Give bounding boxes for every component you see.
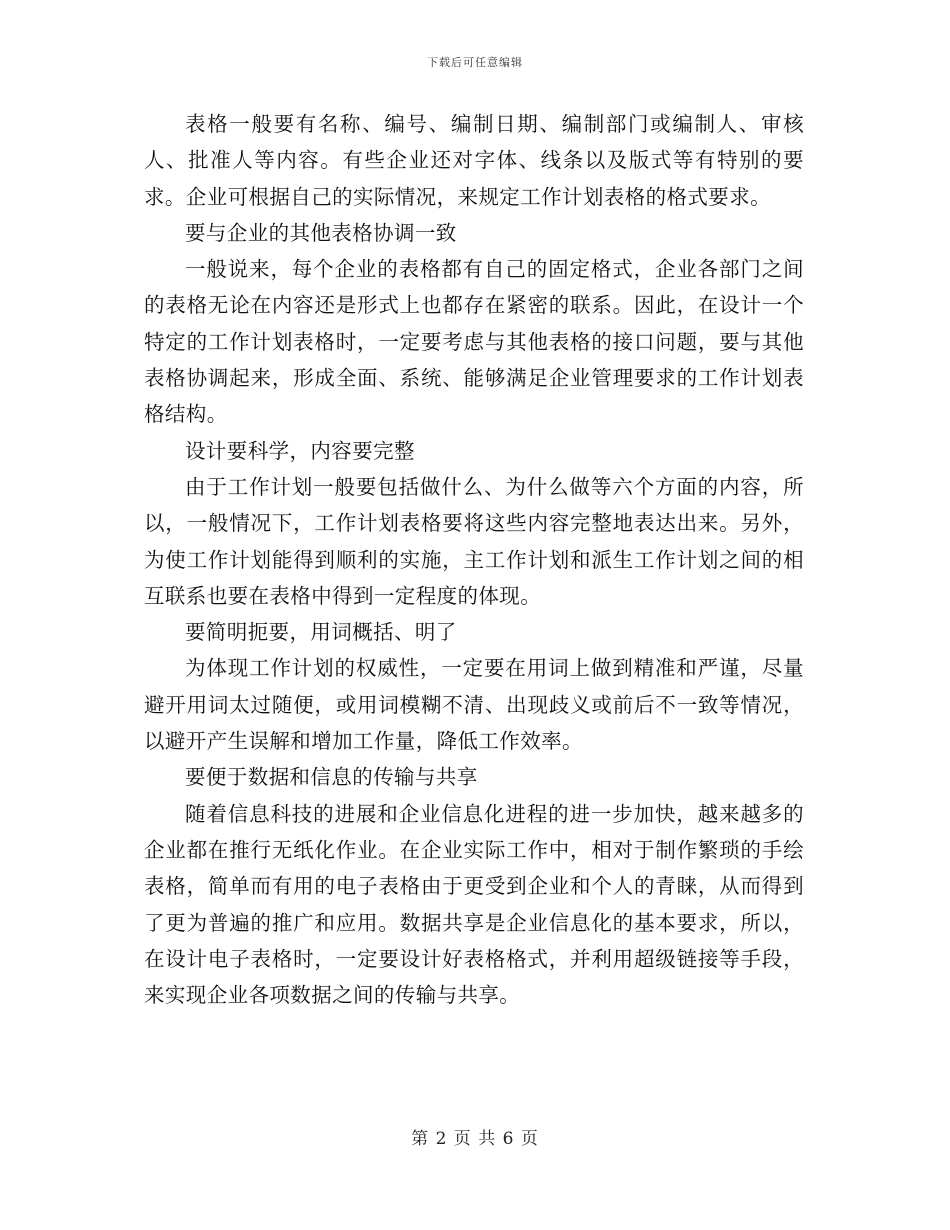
current-page-number: 2 xyxy=(435,1129,448,1149)
section-heading-scientific-design: 设计要科学，内容要完整 xyxy=(185,438,415,463)
section-heading-coordination: 要与企业的其他表格协调一致 xyxy=(185,220,457,245)
paragraph-scientific-design: 由于工作计划一般要包括做什么、为什么做等六个方面的内容，所以，一般情况下，工作计划表格要将这些内容完整地表达出来。另外，为使工作计划能得到顺利的实施，主工作计划和派生工作计划之间的相互联系也要在表格中得到一定程度的体现。 xyxy=(144,474,804,608)
document-body xyxy=(144,106,804,1013)
footer-prefix: 第 xyxy=(411,1129,430,1149)
paragraph-concise-wording: 为体现工作计划的权威性，一定要在用词上做到精准和严谨，尽量避开用词太过随便，或用词模糊不清、出现歧义或前后不一致等情况，以避开产生误解和增加工作量，降低工作效率。 xyxy=(144,656,804,754)
total-page-count: 6 xyxy=(502,1129,515,1149)
footer-middle: 页 共 xyxy=(453,1129,497,1149)
page-number-footer xyxy=(0,1124,950,1149)
section-heading-concise-wording: 要简明扼要，用词概括、明了 xyxy=(185,620,457,645)
section-heading-data-sharing: 要便于数据和信息的传输与共享 xyxy=(185,765,478,790)
paragraph-coordination: 一般说来，每个企业的表格都有自己的固定格式，企业各部门之间的表格无论在内容还是形式上也都存在紧密的联系。因此，在设计一个特定的工作计划表格时，一定要考虑与其他表格的接口问题，要与其他表格协调起来，形成全面、系统、能够满足企业管理要求的工作计划表格结构。 xyxy=(144,257,804,427)
footer-suffix: 页 xyxy=(520,1129,539,1149)
page-header-note: 下载后可任意编辑 xyxy=(427,56,523,69)
paragraph-table-content-requirements: 表格一般要有名称、编号、编制日期、编制部门或编制人、审核人、批准人等内容。有些企业还对字体、线条以及版式等有特别的要求。企业可根据自己的实际情况，来规定工作计划表格的格式要求。 xyxy=(144,112,804,209)
paragraph-data-sharing: 随着信息科技的进展和企业信息化进程的进一步加快，越来越多的企业都在推行无纸化作业。在企业实际工作中，相对于制作繁琐的手绘表格，简单而有用的电子表格由于更受到企业和个人的青睐，从而得到了更为普遍的推广和应用。数据共享是企业信息化的基本要求，所以，在设计电子表格时，一定要设计好表格格式，并利用超级链接等手段，来实现企业各项数据之间的传输与共享。 xyxy=(144,801,804,1008)
